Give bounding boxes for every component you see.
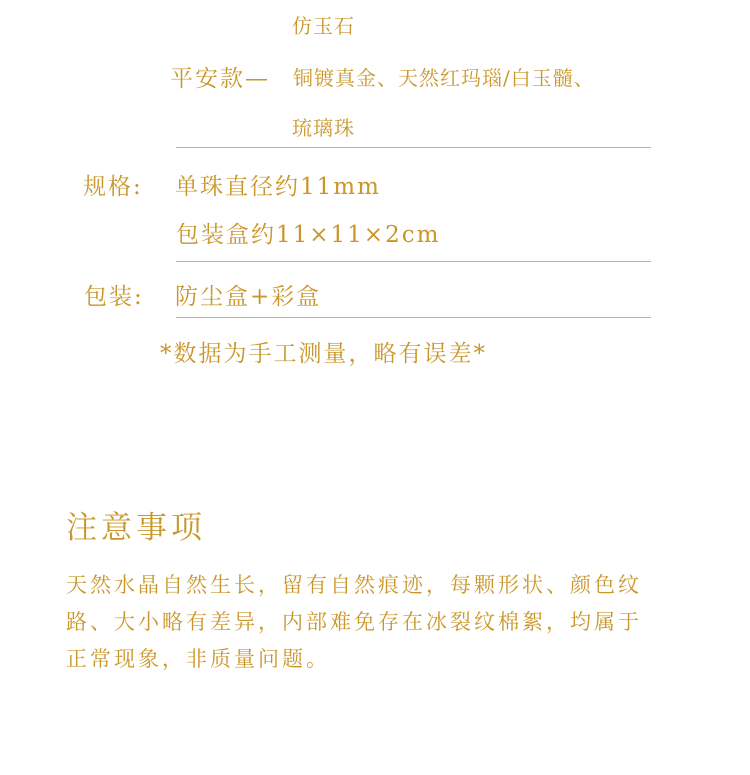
size-label: 规格: [83, 174, 143, 200]
notice-line-2: 路、大小略有差异，内部难免存在冰裂纹棉絮，均属于 [66, 610, 642, 634]
size-box-dimensions: 包装盒约11×11×2cm [176, 222, 441, 248]
notice-title: 注意事项 [66, 510, 206, 546]
divider-1 [176, 147, 651, 148]
size-bead-diameter: 单珠直径约11mm [175, 174, 381, 200]
pingan-materials-line2: 琉璃珠 [292, 116, 355, 140]
notice-line-1: 天然水晶自然生长，留有自然痕迹，每颗形状、颜色纹 [66, 573, 642, 597]
divider-3 [176, 317, 651, 318]
measurement-note: *数据为手工测量，略有误差* [160, 341, 487, 367]
pingan-materials-line1: 铜镀真金、天然红玛瑙/白玉髓、 [293, 66, 595, 90]
material-tail-text: 仿玉石 [292, 14, 355, 38]
package-value: 防尘盒+彩盒 [175, 284, 322, 310]
divider-2 [176, 261, 651, 262]
package-label: 包装: [84, 284, 144, 310]
pingan-label: 平安款— [170, 66, 270, 92]
notice-line-3: 正常现象，非质量问题。 [66, 647, 330, 671]
